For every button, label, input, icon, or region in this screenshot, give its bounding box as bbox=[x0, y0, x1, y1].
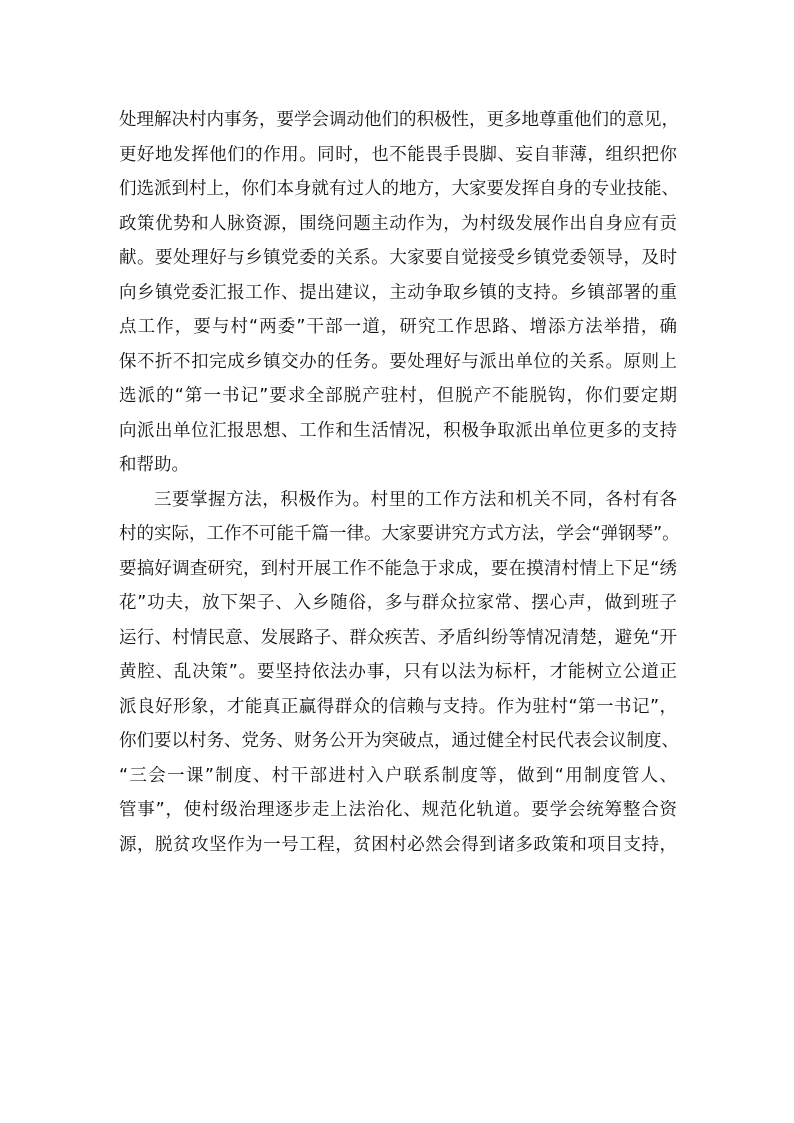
paragraph-end-line: 和帮助。 bbox=[119, 455, 189, 475]
text-line: 村的实际，工作不可能千篇一律。大家要讲究方式方法，学会“弹钢琴”。 bbox=[119, 524, 680, 544]
text-line: 点工作，要与村“两委”干部一道，研究工作思路、增添方法举措，确 bbox=[119, 317, 677, 337]
text-line: 献。要处理好与乡镇党委的关系。大家要自觉接受乡镇党委领导，及时 bbox=[119, 248, 677, 268]
text-line: 派良好形象，才能真正赢得群众的信赖与支持。作为驻村“第一书记”， bbox=[119, 696, 677, 717]
text-line: 们选派到村上，你们本身就有过人的地方，大家要发挥自身的专业技能、 bbox=[119, 179, 679, 199]
text-line: 要搞好调查研究，到村开展工作不能急于求成，要在摸清村情上下足“绣 bbox=[119, 558, 677, 579]
text-line: 向派出单位汇报思想、工作和生活情况，积极争取派出单位更多的支持 bbox=[119, 420, 677, 441]
text-line: 你们要以村务、党务、财务公开为突破点，通过健全村民代表会议制度、 bbox=[119, 731, 679, 751]
text-line: 管事”，使村级治理逐步走上法治化、规范化轨道。要学会统筹整合资 bbox=[119, 800, 677, 820]
text-line: 黄腔、乱决策”。要坚持依法办事，只有以法为标杆，才能树立公道正 bbox=[119, 662, 677, 682]
text-line: 花”功夫，放下架子、入乡随俗，多与群众拉家常、摆心声，做到班子 bbox=[119, 593, 677, 613]
text-line: 处理解决村内事务，要学会调动他们的积极性，更多地尊重他们的意见， bbox=[119, 110, 679, 130]
text-line: 更好地发挥他们的作用。同时，也不能畏手畏脚、妄自菲薄，组织把你 bbox=[119, 144, 677, 165]
text-line: 政策优势和人脉资源，围绕问题主动作为，为村级发展作出自身应有贡 bbox=[119, 213, 677, 234]
text-line: “三会一课”制度、村干部进村入户联系制度等，做到“用制度管人、 bbox=[119, 765, 677, 786]
paragraph-start-line: 三要掌握方法，积极作为。村里的工作方法和机关不同，各村有各 bbox=[154, 489, 677, 510]
body-text bbox=[119, 103, 680, 862]
text-line: 选派的“第一书记”要求全部脱产驻村，但脱产不能脱钩，你们要定期 bbox=[119, 386, 677, 406]
text-line: 运行、村情民意、发展路子、群众疾苦、矛盾纠纷等情况清楚，避免“开 bbox=[119, 627, 677, 648]
text-line: 向乡镇党委汇报工作、提出建议，主动争取乡镇的支持。乡镇部署的重 bbox=[119, 282, 677, 303]
text-line: 保不折不扣完成乡镇交办的任务。要处理好与派出单位的关系。原则上 bbox=[119, 351, 677, 372]
text-line: 源，脱贫攻坚作为一号工程，贫困村必然会得到诸多政策和项目支持， bbox=[119, 834, 677, 855]
